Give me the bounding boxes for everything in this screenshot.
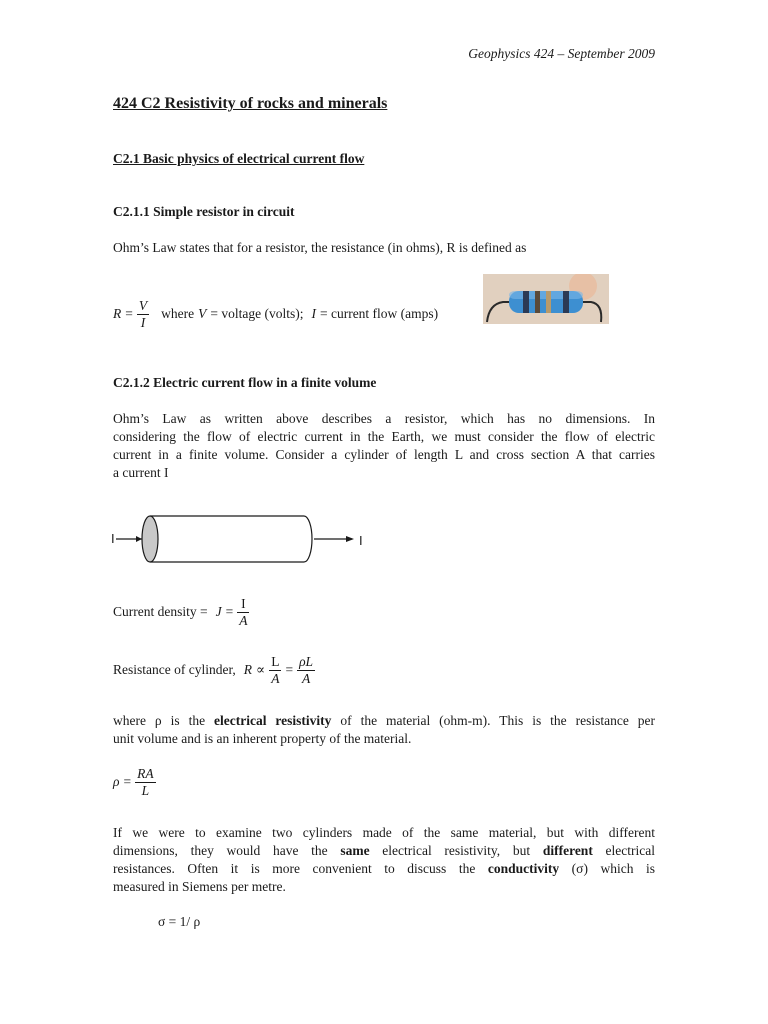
incoming-arrowhead [136, 536, 142, 542]
cylinder-body [150, 516, 312, 562]
paragraph-line: current in a finite volume. Consider a cylinder of length L and cross section A that carries [113, 447, 655, 462]
outgoing-arrowhead [346, 536, 354, 542]
fraction-denominator: A [271, 670, 280, 686]
formula-v-desc: = voltage (volts); [210, 306, 304, 322]
ohms-law-formula [113, 298, 438, 330]
sigma-formula: σ = 1/ ρ [158, 914, 201, 929]
fraction-numerator: I [237, 596, 249, 613]
paragraph-line [113, 712, 655, 730]
section-heading-c2-1-2: C2.1.2 Electric current flow in a finite volume [113, 375, 377, 390]
section-heading-c2-1: C2.1 Basic physics of electrical current flow [113, 151, 365, 166]
fraction-denominator: A [239, 612, 248, 628]
current-density-formula [113, 596, 249, 628]
fraction-rhol-over-a [297, 654, 315, 686]
bold-term-conductivity: conductivity [487, 861, 560, 876]
paragraph-line [113, 842, 655, 860]
resistor-photo [483, 274, 609, 324]
rho-symbol: ρ [113, 774, 120, 790]
resistivity-definition-paragraph [113, 712, 655, 748]
page-title: 424 C2 Resistivity of rocks and minerals [113, 95, 388, 112]
fraction-numerator: V [138, 298, 148, 313]
fraction-v-over-i [137, 298, 149, 330]
text-run: resistances. Often it is more convenient to discuss the [113, 861, 488, 876]
bold-term-different: different [542, 843, 593, 858]
formula-eq: = [125, 306, 133, 322]
section-heading-c2-1-1: C2.1.1 Simple resistor in circuit [113, 204, 295, 219]
running-header: Geophysics 424 – September 2009 [468, 46, 655, 61]
paragraph-line: considering the flow of electric current in the Earth, we must consider the flow of electric [113, 429, 655, 444]
formula-i-var: I [311, 306, 316, 322]
current-density-var: J [215, 604, 222, 620]
cylinder-left-label: I [111, 531, 115, 546]
paragraph-line: measured in Siemens per metre. [113, 879, 286, 894]
ohms-law-intro: Ohm’s Law states that for a resistor, the resistance (in ohms), R is defined as [113, 240, 527, 255]
resistance-cylinder-formula [113, 654, 315, 686]
current-density-label: Current density = [113, 604, 208, 620]
paragraph-line: a current I [113, 465, 169, 480]
paragraph-line: If we were to examine two cylinders made of the same material, but with different [113, 825, 655, 840]
cylinder-cross-section [142, 516, 158, 562]
bold-term-same: same [340, 843, 370, 858]
fraction-denominator: I [140, 314, 146, 330]
paragraph-line: unit volume and is an inherent property of the material. [113, 731, 412, 746]
fraction-numerator: RA [137, 766, 154, 781]
text-run: electrical [592, 843, 655, 858]
fraction-ra-over-l [135, 766, 156, 798]
rho-formula [113, 766, 156, 798]
bold-term-electrical-resistivity: electrical resistivity [214, 713, 332, 728]
conductivity-paragraph [113, 824, 655, 896]
formula-where: where [161, 306, 195, 322]
resistance-var: R [243, 662, 253, 678]
formula-i-desc: = current flow (amps) [319, 306, 439, 322]
text-run: dimensions, they would have the [113, 843, 341, 858]
fraction-denominator: L [141, 782, 150, 798]
resistance-cylinder-label: Resistance of cylinder, [113, 662, 236, 678]
current-density-eq: = [225, 604, 234, 620]
paragraph-line: Ohm’s Law as written above describes a resistor, which has no dimensions. In [113, 411, 655, 426]
cylinder-diagram [108, 510, 368, 570]
text-run: where ρ is the [113, 713, 215, 728]
formula-v-var: V [198, 306, 207, 322]
fraction-l-over-a [269, 654, 281, 686]
cylinder-right-label: I [359, 533, 363, 548]
fraction-i-over-a [237, 596, 249, 628]
finite-volume-paragraph [113, 410, 655, 482]
fraction-denominator: A [301, 670, 311, 686]
text-run: (σ) which is [559, 861, 656, 876]
formula-r: R [113, 306, 122, 322]
proportional-symbol: ∝ [256, 662, 266, 678]
text-run: electrical resistivity, but [369, 843, 543, 858]
text-run: of the material (ohm-m). This is the resistance per [331, 713, 655, 728]
fraction-numerator: ρL [299, 654, 314, 669]
paragraph-line [113, 860, 655, 878]
fraction-numerator: L [271, 654, 280, 669]
resistance-eq: = [285, 662, 294, 678]
rho-eq: = [123, 774, 132, 790]
